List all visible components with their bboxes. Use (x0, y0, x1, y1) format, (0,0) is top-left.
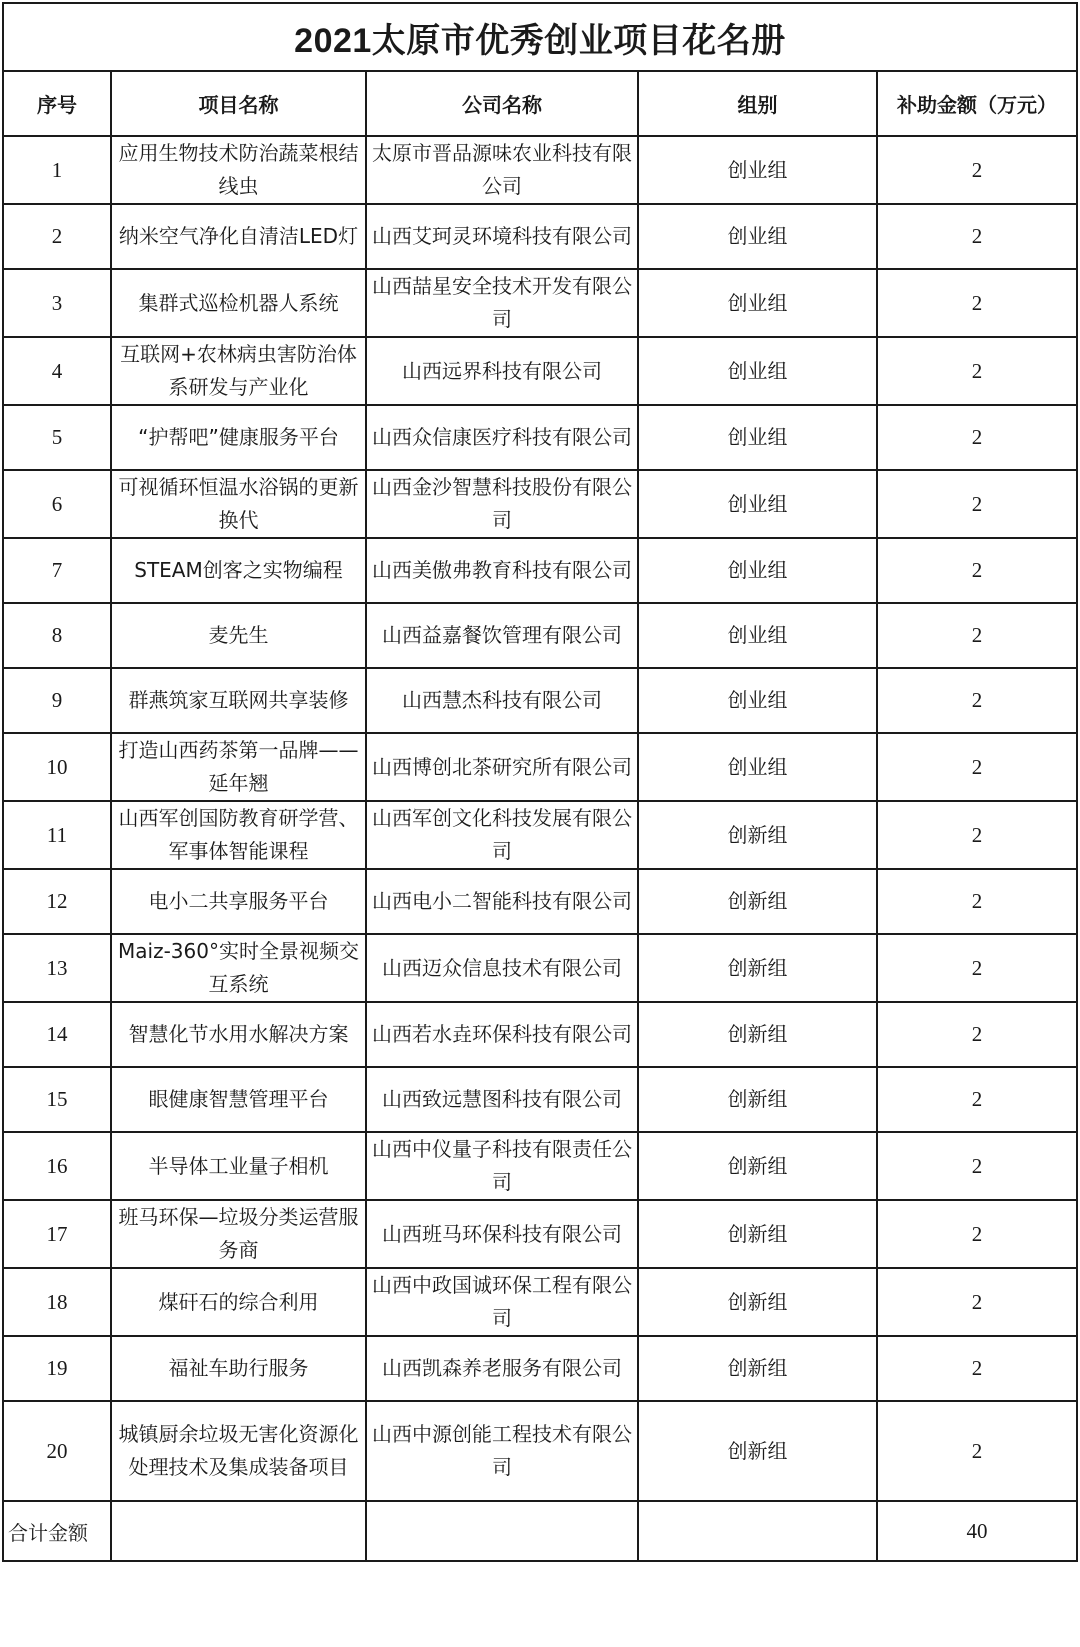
company-name: 山西凯森养老服务有限公司 (366, 1336, 638, 1401)
column-header-project: 项目名称 (111, 71, 366, 136)
company-name: 山西军创文化科技发展有限公司 (366, 801, 638, 869)
project-name: 福祉车助行服务 (111, 1336, 366, 1401)
row-number: 10 (3, 733, 111, 801)
table-row (3, 1200, 1077, 1268)
group-name: 创新组 (638, 1200, 877, 1268)
row-number: 5 (3, 405, 111, 470)
row-number: 1 (3, 136, 111, 204)
group-name: 创业组 (638, 470, 877, 538)
subsidy-amount: 2 (877, 136, 1077, 204)
table-row (3, 1268, 1077, 1336)
table-row (3, 269, 1077, 337)
subsidy-amount: 2 (877, 869, 1077, 934)
subsidy-amount: 2 (877, 1200, 1077, 1268)
subsidy-amount: 2 (877, 934, 1077, 1002)
project-name: 山西军创国防教育研学营、军事体智能课程 (111, 801, 366, 869)
subsidy-amount: 2 (877, 603, 1077, 668)
group-name: 创新组 (638, 1336, 877, 1401)
column-header-company: 公司名称 (366, 71, 638, 136)
row-number: 18 (3, 1268, 111, 1336)
table-body (3, 136, 1077, 1501)
subsidy-amount: 2 (877, 801, 1077, 869)
group-name: 创业组 (638, 538, 877, 603)
project-name: 麦先生 (111, 603, 366, 668)
subsidy-amount: 2 (877, 1132, 1077, 1200)
project-name: 集群式巡检机器人系统 (111, 269, 366, 337)
project-name: STEAM创客之实物编程 (111, 538, 366, 603)
row-number: 8 (3, 603, 111, 668)
subsidy-amount: 2 (877, 470, 1077, 538)
row-number: 4 (3, 337, 111, 405)
startup-roster-table (2, 2, 1078, 1562)
project-name: 煤矸石的综合利用 (111, 1268, 366, 1336)
group-name: 创新组 (638, 1132, 877, 1200)
total-row (3, 1501, 1077, 1561)
group-name: 创业组 (638, 603, 877, 668)
row-number: 6 (3, 470, 111, 538)
row-number: 14 (3, 1002, 111, 1067)
subsidy-amount: 2 (877, 1401, 1077, 1501)
company-name: 山西中政国诚环保工程有限公司 (366, 1268, 638, 1336)
company-name: 山西迈众信息技术有限公司 (366, 934, 638, 1002)
header-row (3, 71, 1077, 136)
row-number: 19 (3, 1336, 111, 1401)
company-name: 山西电小二智能科技有限公司 (366, 869, 638, 934)
project-name: 班马环保—垃圾分类运营服务商 (111, 1200, 366, 1268)
row-number: 20 (3, 1401, 111, 1501)
subsidy-amount: 2 (877, 538, 1077, 603)
company-name: 山西喆星安全技术开发有限公司 (366, 269, 638, 337)
table-row (3, 405, 1077, 470)
column-header-no: 序号 (3, 71, 111, 136)
table-row (3, 1401, 1077, 1501)
subsidy-amount: 2 (877, 1067, 1077, 1132)
company-name: 山西远界科技有限公司 (366, 337, 638, 405)
company-name: 山西艾珂灵环境科技有限公司 (366, 204, 638, 269)
total-company-cell (366, 1501, 638, 1561)
table-title: 2021太原市优秀创业项目花名册 (3, 3, 1077, 71)
group-name: 创业组 (638, 337, 877, 405)
project-name: 眼健康智慧管理平台 (111, 1067, 366, 1132)
subsidy-amount: 2 (877, 1002, 1077, 1067)
project-name: 互联网+农林病虫害防治体系研发与产业化 (111, 337, 366, 405)
subsidy-amount: 2 (877, 1336, 1077, 1401)
project-name: 半导体工业量子相机 (111, 1132, 366, 1200)
table-row (3, 1067, 1077, 1132)
total-group-cell (638, 1501, 877, 1561)
table-row (3, 1132, 1077, 1200)
row-number: 3 (3, 269, 111, 337)
row-number: 15 (3, 1067, 111, 1132)
company-name: 山西慧杰科技有限公司 (366, 668, 638, 733)
row-number: 2 (3, 204, 111, 269)
total-label: 合计金额 (3, 1501, 111, 1561)
table-row (3, 136, 1077, 204)
group-name: 创业组 (638, 668, 877, 733)
table-row (3, 603, 1077, 668)
subsidy-amount: 2 (877, 204, 1077, 269)
company-name: 山西益嘉餐饮管理有限公司 (366, 603, 638, 668)
row-number: 17 (3, 1200, 111, 1268)
project-name: 电小二共享服务平台 (111, 869, 366, 934)
company-name: 山西众信康医疗科技有限公司 (366, 405, 638, 470)
column-header-amount: 补助金额（万元） (877, 71, 1077, 136)
column-header-group: 组别 (638, 71, 877, 136)
table-row (3, 934, 1077, 1002)
project-name: “护帮吧”健康服务平台 (111, 405, 366, 470)
row-number: 13 (3, 934, 111, 1002)
total-project-cell (111, 1501, 366, 1561)
group-name: 创新组 (638, 1002, 877, 1067)
title-row (3, 3, 1077, 71)
row-number: 16 (3, 1132, 111, 1200)
project-name: 可视循环恒温水浴锅的更新换代 (111, 470, 366, 538)
company-name: 山西中仪量子科技有限责任公司 (366, 1132, 638, 1200)
group-name: 创业组 (638, 269, 877, 337)
subsidy-amount: 2 (877, 405, 1077, 470)
group-name: 创新组 (638, 1268, 877, 1336)
group-name: 创业组 (638, 733, 877, 801)
group-name: 创业组 (638, 204, 877, 269)
total-amount: 40 (877, 1501, 1077, 1561)
project-name: 智慧化节水用水解决方案 (111, 1002, 366, 1067)
company-name: 山西美傲弗教育科技有限公司 (366, 538, 638, 603)
subsidy-amount: 2 (877, 269, 1077, 337)
project-name: 应用生物技术防治蔬菜根结线虫 (111, 136, 366, 204)
group-name: 创新组 (638, 1067, 877, 1132)
table-row (3, 470, 1077, 538)
row-number: 9 (3, 668, 111, 733)
table-row (3, 538, 1077, 603)
company-name: 山西金沙智慧科技股份有限公司 (366, 470, 638, 538)
company-name: 山西若水垚环保科技有限公司 (366, 1002, 638, 1067)
group-name: 创新组 (638, 1401, 877, 1501)
company-name: 山西班马环保科技有限公司 (366, 1200, 638, 1268)
project-name: 城镇厨余垃圾无害化资源化处理技术及集成装备项目 (111, 1401, 366, 1501)
row-number: 12 (3, 869, 111, 934)
table-row (3, 801, 1077, 869)
table-row (3, 869, 1077, 934)
subsidy-amount: 2 (877, 1268, 1077, 1336)
table-row (3, 1336, 1077, 1401)
table-row (3, 204, 1077, 269)
group-name: 创业组 (638, 405, 877, 470)
group-name: 创新组 (638, 869, 877, 934)
table-row (3, 337, 1077, 405)
table-row (3, 1002, 1077, 1067)
company-name: 山西致远慧图科技有限公司 (366, 1067, 638, 1132)
group-name: 创业组 (638, 136, 877, 204)
project-name: 纳米空气净化自清洁LED灯 (111, 204, 366, 269)
project-name: 群燕筑家互联网共享装修 (111, 668, 366, 733)
row-number: 7 (3, 538, 111, 603)
row-number: 11 (3, 801, 111, 869)
table-row (3, 733, 1077, 801)
company-name: 山西中源创能工程技术有限公司 (366, 1401, 638, 1501)
company-name: 太原市晋品源味农业科技有限公司 (366, 136, 638, 204)
project-name: 打造山西药茶第一品牌——延年翘 (111, 733, 366, 801)
subsidy-amount: 2 (877, 668, 1077, 733)
subsidy-amount: 2 (877, 337, 1077, 405)
project-name: Maiz-360°实时全景视频交互系统 (111, 934, 366, 1002)
subsidy-amount: 2 (877, 733, 1077, 801)
group-name: 创新组 (638, 801, 877, 869)
group-name: 创新组 (638, 934, 877, 1002)
table-row (3, 668, 1077, 733)
company-name: 山西博创北茶研究所有限公司 (366, 733, 638, 801)
